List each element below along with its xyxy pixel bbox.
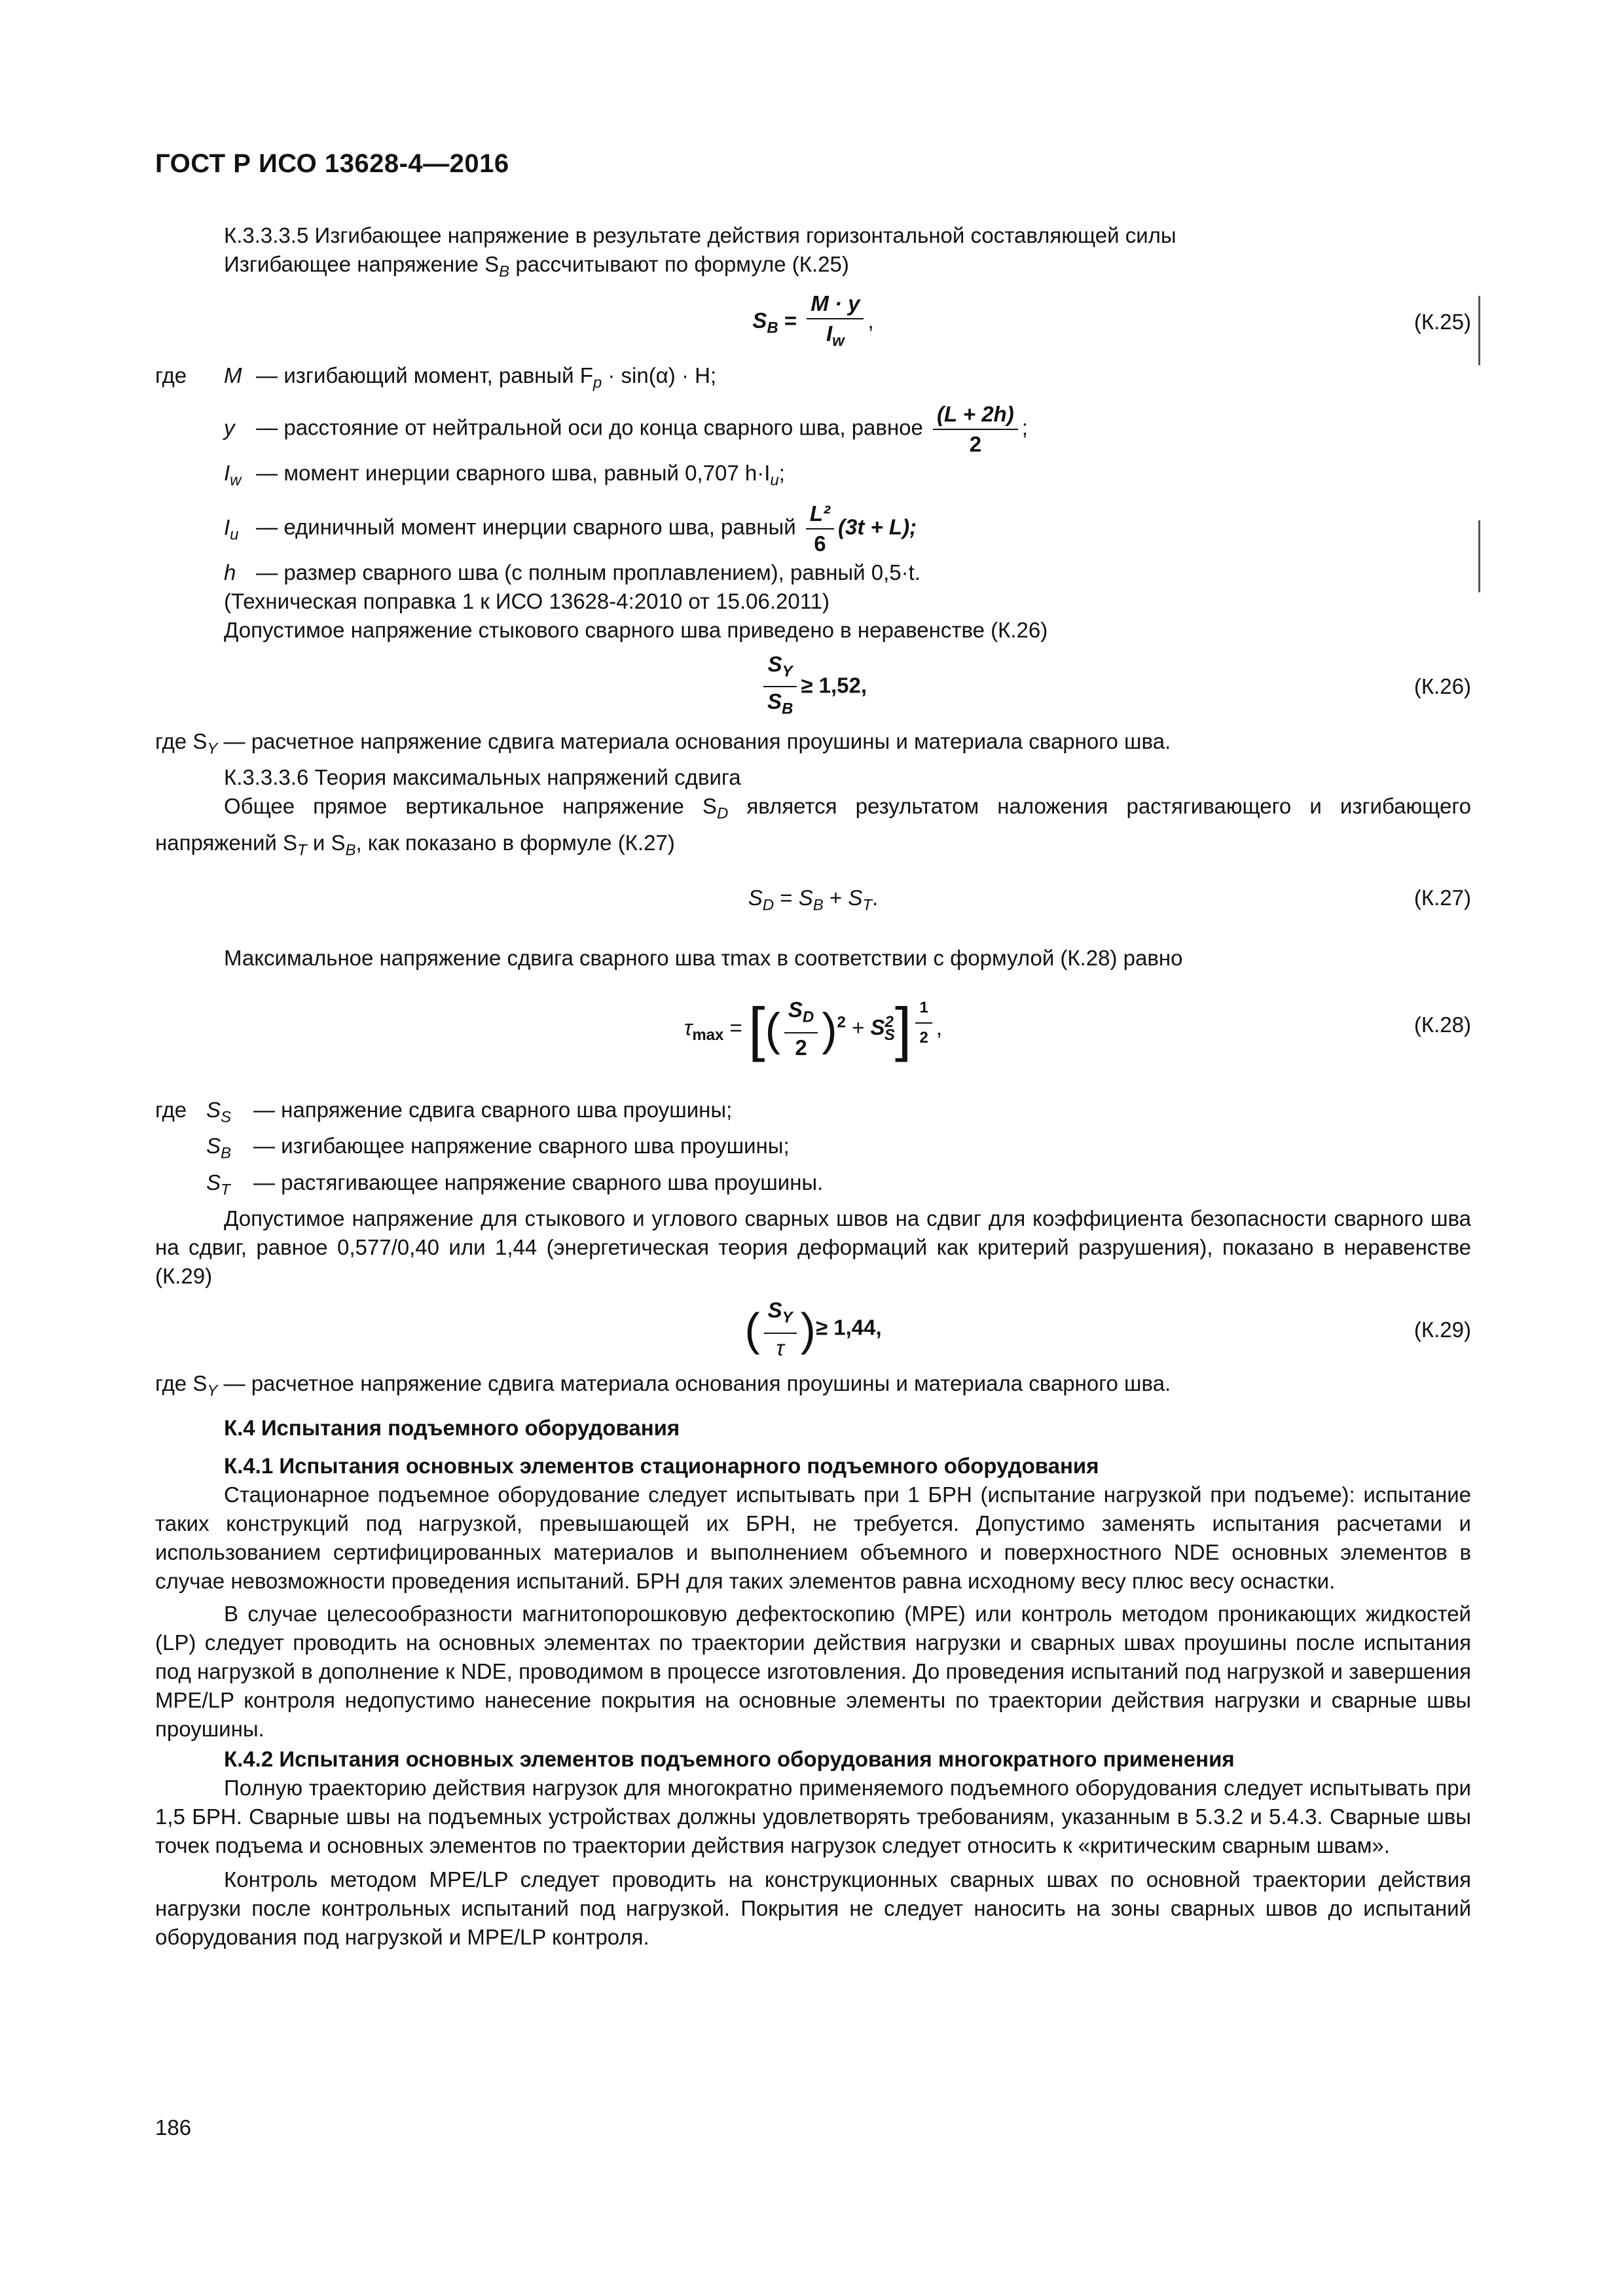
formula-number-k26: (К.26) xyxy=(1413,673,1471,698)
formula-k27: $S_D = S_B + S_T$. (К.27) xyxy=(155,884,1471,929)
section-k41-p1: Стационарное подъемное оборудование следует испытывать при 1 БРН (испытание нагрузкой при подъеме): испытание таких конструкций под нагрузкой, превышающей их БРН, не требуется. Допустимо заменять испытания расчетами и использованием сертифицированных материалов и выполнением объемного и поверхностного NDE основных элементов в случае невозможности проведения испытаний. БРН для таких элементов равна исходному весу плюс весу оснастки. xyxy=(155,1482,1471,1593)
fraction-k26: $\frac{S_Y}{S_B}$ xyxy=(763,650,797,724)
fraction-k29: $\frac{S_Y}{\tau}$ xyxy=(764,1296,797,1363)
formula-number-k25: (К.25) xyxy=(1413,309,1471,334)
definition-item: $S_T$ — растягивающее напряжение сварного шва проушины. xyxy=(206,1170,824,1199)
section-k42-title: К.4.2 Испытания основных элементов подъемного оборудования многократного применения xyxy=(224,1746,1235,1771)
formula-k28: $\tau_{max}$ = [( $\frac{S_D}{2}$ )$^2 + S^2_S$] $^{\frac{1}{2}}$ , (К.28) xyxy=(155,978,1471,1096)
section-k3336-title: К.3.3.3.6 Теория максимальных напряжений сдвига xyxy=(224,765,741,790)
fraction-k28: $\frac{S_D}{2}$ xyxy=(784,996,818,1062)
formula-number-k28: (К.28) xyxy=(1413,1012,1471,1037)
section-k41-p2: В случае целесообразности магнитопорошковую дефектоскопию (MPE) или контроль методом проникающих жидкостей (LP) следует проводить на основных элементах по траектории действия нагрузки и сварных швах проушины после испытания под нагрузкой в дополнение к NDE, проводимом в процессе изготовления. До проведения испытаний под нагрузкой и завершения MPE/LP контроля недопустимо нанесение покрытия на основные элементы по траектории действия нагрузки и сварные швы проушины. xyxy=(155,1601,1471,1741)
section-k42-p2: Контроль методом MPE/LP следует проводить на конструкционных сварных швах по основной траектории действия нагрузки после контрольных испытаний под нагрузкой. Покрытия не следует наносить на зоны сварных швов до испытаний оборудования под нагрузкой и MPE/LP контроля. xyxy=(155,1867,1471,1949)
section-k3335-title: К.3.3.3.5 Изгибающее напряжение в результате действия горизонтальной составляющей силы xyxy=(224,223,1176,247)
section-k3336-p1: Общее прямое вертикальное напряжение $S_D$ является результатом наложения растягивающего и изгибающего напряжений $S_T$ и $S_B$, как показано в формуле (К.27) xyxy=(155,794,1471,859)
formula-k29: ( $\frac{S_Y}{\tau}$ )≥ 1,44, (К.29) xyxy=(155,1296,1471,1369)
definition-item: где $S_S$ — напряжение сдвига сварного шва проушины; xyxy=(155,1097,733,1126)
formula-k26: $\frac{S_Y}{S_B}$ ≥ 1,52, (К.26) xyxy=(155,650,1471,727)
definition-item: h — размер сварного шва (с полным проплавлением), равный 0,5·t. xyxy=(224,560,921,584)
change-bar-middle xyxy=(1478,520,1480,592)
formula-number-k29: (К.29) xyxy=(1413,1318,1471,1342)
document-header: ГОСТ Р ИСО 13628-4—2016 xyxy=(155,149,509,178)
change-bar-top xyxy=(1478,296,1480,365)
page-number: 186 xyxy=(155,2115,192,2140)
allowable-stress-text: Допустимое напряжение стыкового сварного шва приведено в неравенстве (К.26) xyxy=(224,617,1048,642)
definition-item: $S_B$ — изгибающее напряжение сварного шва проушины; xyxy=(206,1134,790,1162)
definition-item: $I_w$ — момент инерции сварного шва, равный 0,707 $h\cdot I_u$; xyxy=(224,461,785,490)
page-body xyxy=(155,221,1471,1952)
amendment-note: (Техническая поправка 1 к ИСО 13628-4:2010 от 15.06.2011) xyxy=(224,588,830,613)
where-sy-k29: где $S_Y$ — расчетное напряжение сдвига материала основания проушины и материала сварного шва. xyxy=(155,1371,1171,1400)
section-k3336-p2: Максимальное напряжение сдвига сварного шва τmax в соответствии с формулой (К.28) равно xyxy=(224,945,1183,970)
section-k4-title: К.4 Испытания подъемного оборудования xyxy=(224,1415,680,1440)
definition-item: y — расстояние от нейтральной оси до конца сварного шва, равное $\frac{(L + 2h)}{2}$ ; xyxy=(155,400,1471,459)
fraction-k25: $\frac{M \cdot y}{I_w}$ xyxy=(807,289,864,356)
section-k3335-intro: Изгибающее напряжение $S_B$ рассчитывают по формуле (К.25) xyxy=(224,252,849,281)
definitions-k28 xyxy=(155,1096,1471,1205)
definitions-k25 xyxy=(155,361,1471,587)
section-k3336-p3: Допустимое напряжение для стыкового и углового сварных швов на сдвиг для коэффициента безопасности сварного шва на сдвиг, равное 0,577/0,40 или 1,44 (энергетическая теория деформаций как критерий разрушения), показано в неравенстве (К.29) xyxy=(155,1206,1471,1289)
fraction-y: $\frac{(L + 2h)}{2}$ xyxy=(933,400,1018,459)
definition-item: $I_u$ — единичный момент инерции сварного шва, равный $\frac{\text{L²}}{6}$ (3t + L); xyxy=(155,499,1471,558)
section-k41-title: К.4.1 Испытания основных элементов стационарного подъемного оборудования xyxy=(224,1453,1099,1478)
formula-number-k27: (К.27) xyxy=(1413,885,1471,910)
formula-k25: $S_B$ = $\frac{M \cdot y}{I_w}$ , (К.25) xyxy=(155,289,1471,361)
section-k42-p1: Полную траекторию действия нагрузок для многократно применяемого подъемного оборудования следует испытывать при 1,5 БРН. Сварные швы на подъемных устройствах должны удовлетворять требованиям, указанным в 5.3.2 и 5.4.3. Сварные швы точек подъема и основных элементов по траектории действия нагрузок следует относить к «критическим сварным швам». xyxy=(155,1775,1471,1857)
fraction-iu: $\frac{\text{L²}}{6}$ xyxy=(806,499,834,558)
where-sy-k26: где $S_Y$ — расчетное напряжение сдвига материала основания проушины и материала сварного шва. xyxy=(155,728,1171,758)
definition-item: где M — изгибающий момент, равный $F_p \cdot \sin(\alpha) \cdot H$; xyxy=(155,363,717,392)
